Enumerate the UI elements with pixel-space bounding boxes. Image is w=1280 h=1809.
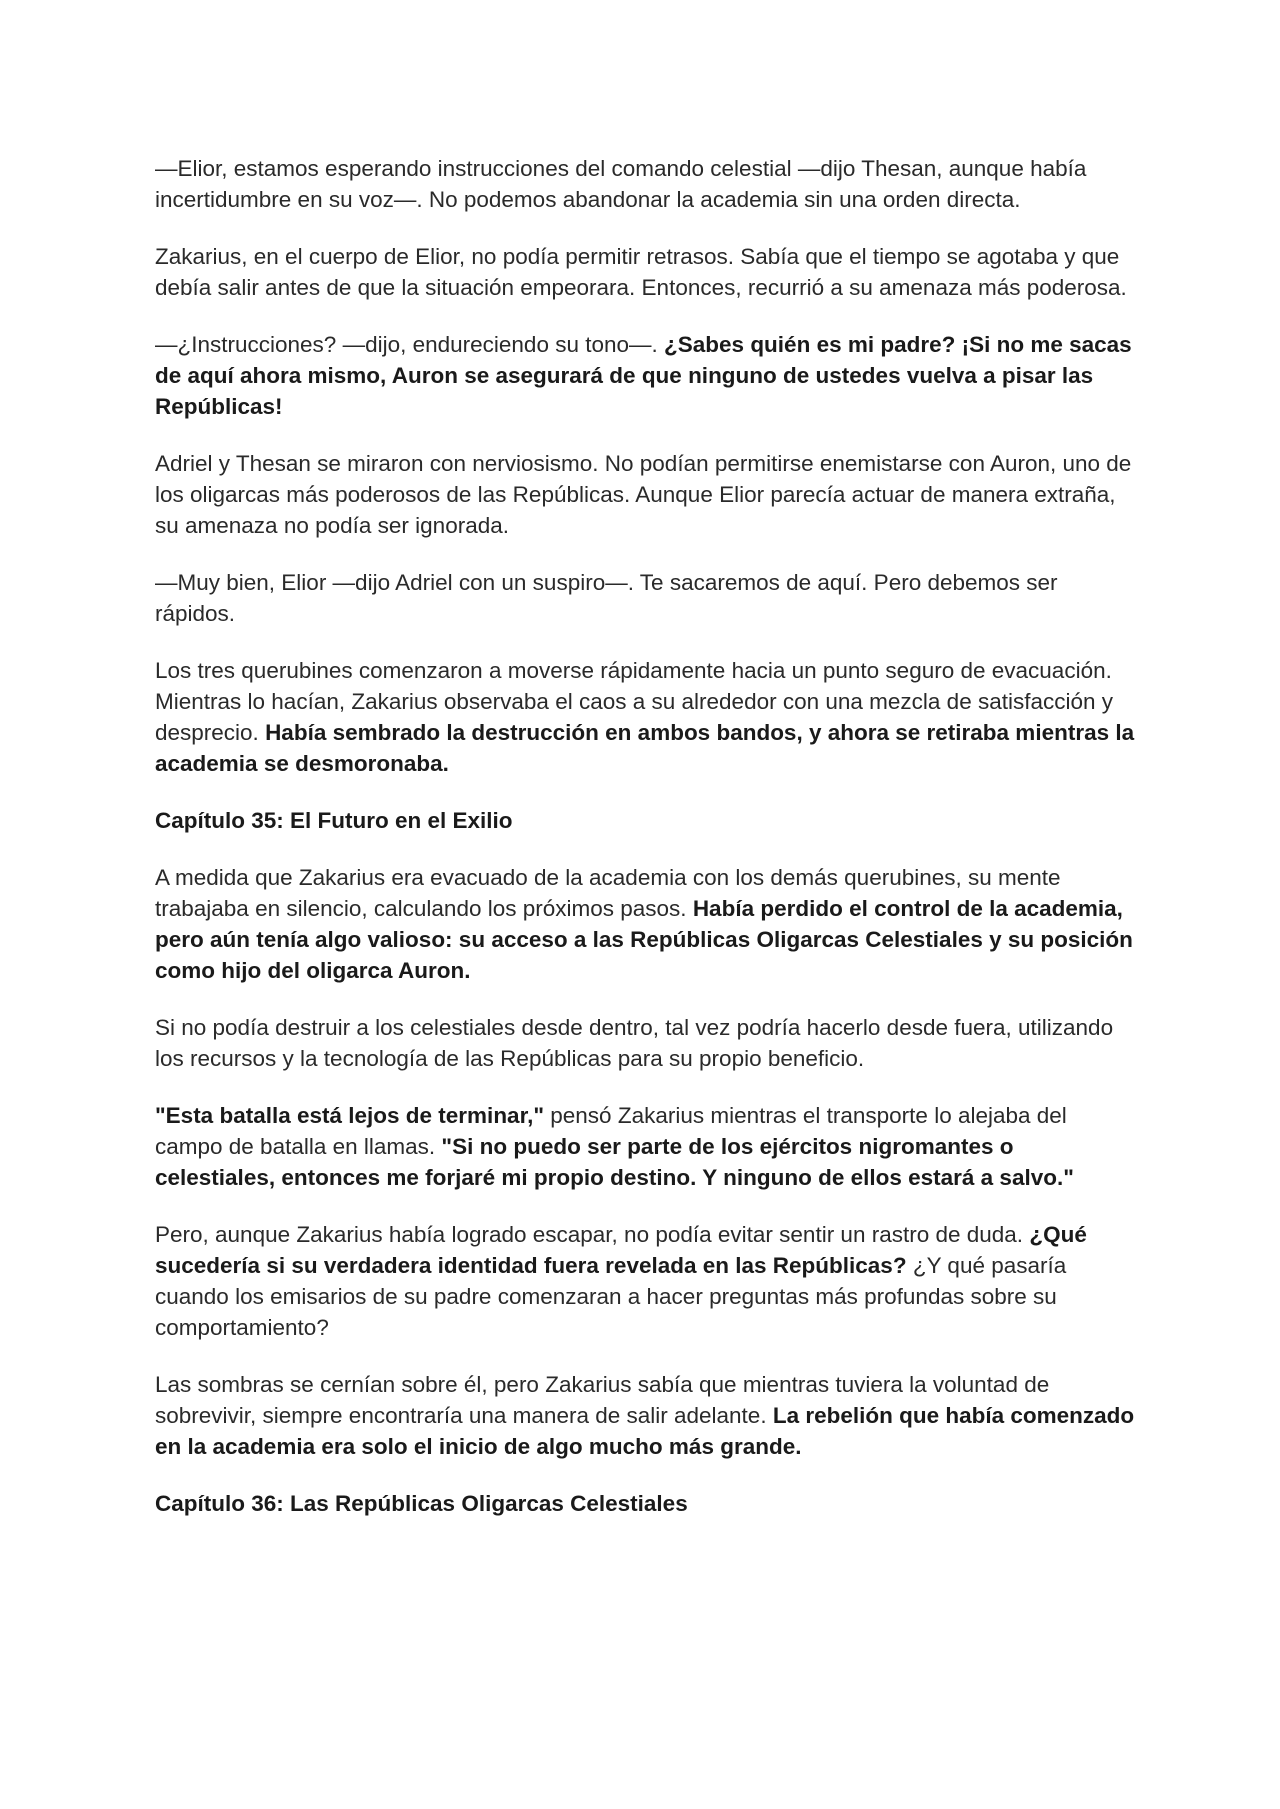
paragraph-10: [155, 1219, 1135, 1343]
paragraph-1: [155, 153, 1135, 215]
paragraph-11: [155, 1369, 1135, 1462]
paragraph-6: [155, 655, 1135, 779]
chapter-heading-36: [155, 1488, 1135, 1519]
paragraph-2-text: Zakarius, en el cuerpo de Elior, no podía permitir retrasos. Sabía que el tiempo se agotaba y que debía salir antes de que la situación empeorara. Entonces, recurrió a su amenaza más poderosa.: [155, 244, 1127, 300]
document-body: [155, 153, 1135, 1545]
chapter-heading-35-text: Capítulo 35: El Futuro en el Exilio: [155, 808, 513, 833]
chapter-heading-36-text: Capítulo 36: Las Repúblicas Oligarcas Celestiales: [155, 1491, 688, 1516]
paragraph-5: [155, 567, 1135, 629]
paragraph-2: [155, 241, 1135, 303]
paragraph-10-bold-text: ¿Qué sucedería si su verdadera identidad fuera revelada en las Repúblicas?: [155, 1222, 1087, 1278]
paragraph-8: [155, 1012, 1135, 1074]
paragraph-10-text-2: ¿Y qué pasaría cuando los emisarios de su padre comenzaran a hacer preguntas más profundas sobre su comportamiento?: [155, 1253, 1067, 1340]
paragraph-1-text: —Elior, estamos esperando instrucciones del comando celestial —dijo Thesan, aunque había incertidumbre en su voz—. No podemos abandonar la academia sin una orden directa.: [155, 156, 1087, 212]
paragraph-6-bold-text: Había sembrado la destrucción en ambos bandos, y ahora se retiraba mientras la academia se desmoronaba.: [155, 720, 1135, 776]
paragraph-7-bold-text: Había perdido el control de la academia, pero aún tenía algo valioso: su acceso a las Repúblicas Oligarcas Celestiales y su posición como hijo del oligarca Auron.: [155, 896, 1133, 983]
paragraph-9-bold-quote-1: "Esta batalla está lejos de terminar,": [155, 1103, 545, 1128]
paragraph-4: [155, 448, 1135, 541]
paragraph-11-text: Las sombras se cernían sobre él, pero Zakarius sabía que mientras tuviera la voluntad de sobrevivir, siempre encontraría una manera de salir adelante.: [155, 1372, 1050, 1428]
paragraph-11-bold-text: La rebelión que había comenzado en la academia era solo el inicio de algo mucho más grande.: [155, 1403, 1135, 1459]
chapter-heading-35: [155, 805, 1135, 836]
paragraph-8-text: Si no podía destruir a los celestiales desde dentro, tal vez podría hacerlo desde fuera, utilizando los recursos y la tecnología de las Repúblicas para su propio beneficio.: [155, 1015, 1114, 1071]
paragraph-6-text: Los tres querubines comenzaron a moverse rápidamente hacia un punto seguro de evacuación. Mientras lo hacían, Zakarius observaba el caos a su alrededor con una mezcla de satisfacción y desprecio.: [155, 658, 1114, 745]
paragraph-3-bold-text: ¿Sabes quién es mi padre? ¡Si no me sacas de aquí ahora mismo, Auron se asegurará de que ninguno de ustedes vuelva a pisar las Repúblicas!: [155, 332, 1132, 419]
paragraph-4-text: Adriel y Thesan se miraron con nerviosismo. No podían permitirse enemistarse con Auron, uno de los oligarcas más poderosos de las Repúblicas. Aunque Elior parecía actuar de manera extraña, su amenaza no podía ser ignorada.: [155, 451, 1132, 538]
paragraph-5-text: —Muy bien, Elior —dijo Adriel con un suspiro—. Te sacaremos de aquí. Pero debemos ser rápidos.: [155, 570, 1058, 626]
paragraph-9-bold-quote-2: "Si no puedo ser parte de los ejércitos nigromantes o celestiales, entonces me forjaré mi propio destino. Y ninguno de ellos estará a salvo.": [155, 1134, 1074, 1190]
paragraph-9: [155, 1100, 1135, 1193]
paragraph-3: [155, 329, 1135, 422]
paragraph-3-text: —¿Instrucciones? —dijo, endureciendo su tono—.: [155, 332, 665, 357]
paragraph-10-text-1: Pero, aunque Zakarius había logrado escapar, no podía evitar sentir un rastro de duda.: [155, 1222, 1030, 1247]
paragraph-7: [155, 862, 1135, 986]
paragraph-7-text: A medida que Zakarius era evacuado de la academia con los demás querubines, su mente trabajaba en silencio, calculando los próximos pasos.: [155, 865, 1061, 921]
paragraph-9-text: pensó Zakarius mientras el transporte lo alejaba del campo de batalla en llamas.: [155, 1103, 1067, 1159]
